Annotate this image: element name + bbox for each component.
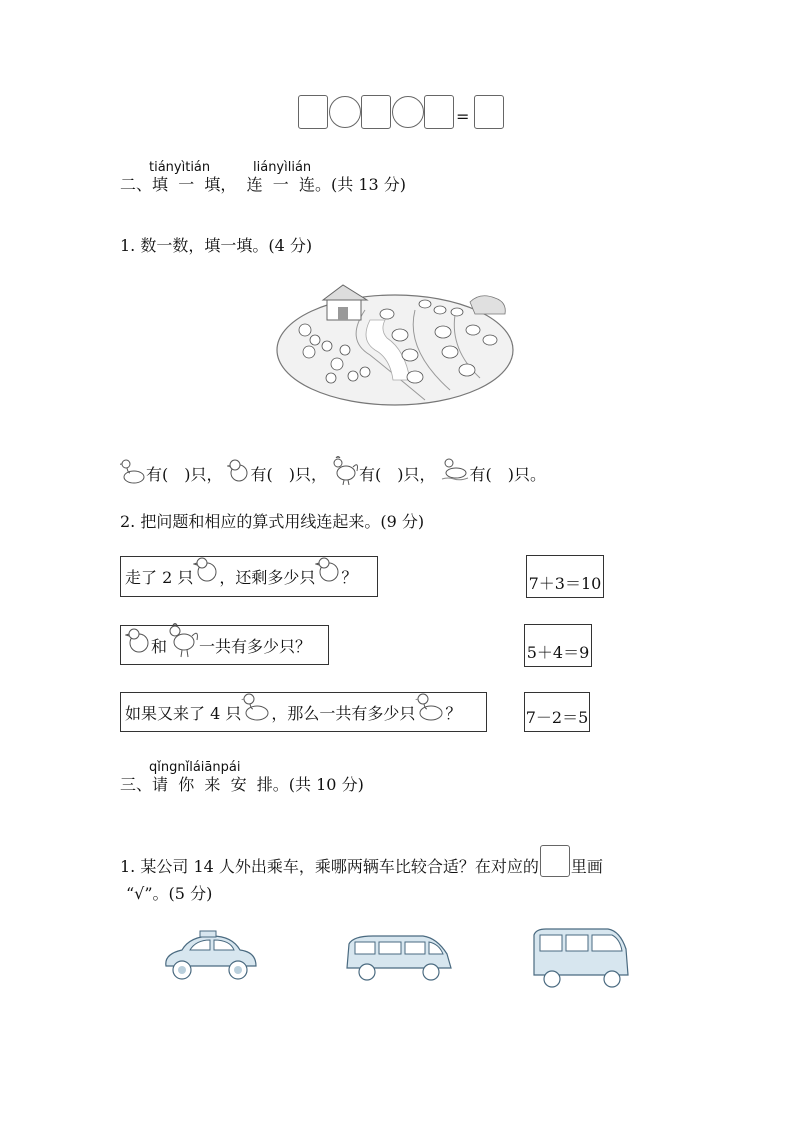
minibus-icon <box>528 925 632 989</box>
taxi-icon <box>160 930 260 982</box>
swimming-duck-icon <box>440 455 470 485</box>
answer-blank-swimming-duck[interactable]: 有( )只。 <box>469 465 546 484</box>
pinyin-tianyitian: tiányìtián <box>149 160 211 175</box>
inline-checkbox-example <box>540 845 570 877</box>
pinyin-qingnilaianpai: qǐngnǐláiānpái <box>149 760 241 775</box>
chick-icon <box>125 625 151 657</box>
answer-box[interactable] <box>424 95 454 129</box>
duck-icon <box>241 689 271 723</box>
q2-question-1[interactable]: 走了 2 只 ，还剩多少只 ？ <box>120 556 378 597</box>
operator-circle[interactable] <box>329 96 361 128</box>
section2-heading: 二、填 一 填， 连 一 连。(共 13 分) <box>120 175 407 194</box>
question-2-title: 2. 把问题和相应的算式用线连起来。(9 分) <box>120 512 425 531</box>
farm-illustration <box>275 280 515 410</box>
q2-question-2[interactable]: 和 一共有多少只？ <box>120 625 329 665</box>
section-number: 二、 <box>120 175 153 194</box>
section-number: 三、 <box>120 775 153 794</box>
chick-icon <box>193 554 219 586</box>
duck-icon <box>120 455 146 485</box>
answer-box[interactable] <box>298 95 328 129</box>
answer-box[interactable] <box>361 95 391 129</box>
section3-heading: 三、请 你 来 安 排。(共 10 分) <box>120 775 364 794</box>
section-score: (共 10 分) <box>288 775 364 794</box>
q2-question-3[interactable]: 如果又来了 4 只 ，那么一共有多少只 ？ <box>120 692 487 732</box>
pinyin-lianyilian: liányìlián <box>253 160 312 175</box>
rooster-icon <box>167 622 199 658</box>
q2-equation-2[interactable]: 5＋4＝9 <box>524 624 592 667</box>
section-score: (共 13 分) <box>331 175 407 194</box>
q1-answer-line <box>120 455 546 485</box>
top-formula <box>298 95 508 131</box>
duck-icon <box>415 689 445 723</box>
operator-circle[interactable] <box>392 96 424 128</box>
answer-blank-chick[interactable]: 有( )只， <box>250 465 327 484</box>
rooster-icon <box>331 455 359 485</box>
question-3-text: 1. 某公司 14 人外出乘车，乘哪两辆车比较合适？在对应的 里画 <box>120 845 603 877</box>
question-1-title: 1. 数一数，填一填。(4 分) <box>120 236 313 255</box>
barn-icon <box>323 285 367 320</box>
answer-blank-rooster[interactable]: 有( )只， <box>359 465 436 484</box>
chick-icon <box>227 457 251 485</box>
question-3-text-line2: “√”。(5 分) <box>126 884 213 903</box>
chick-icon <box>315 554 341 586</box>
answer-blank-duck[interactable]: 有( )只， <box>146 465 223 484</box>
q2-equation-3[interactable]: 7－2＝5 <box>524 692 590 732</box>
equals-sign: = <box>456 107 470 126</box>
answer-box[interactable] <box>474 95 504 129</box>
van-icon <box>343 932 455 982</box>
q2-equation-1[interactable]: 7＋3＝10 <box>526 555 604 598</box>
